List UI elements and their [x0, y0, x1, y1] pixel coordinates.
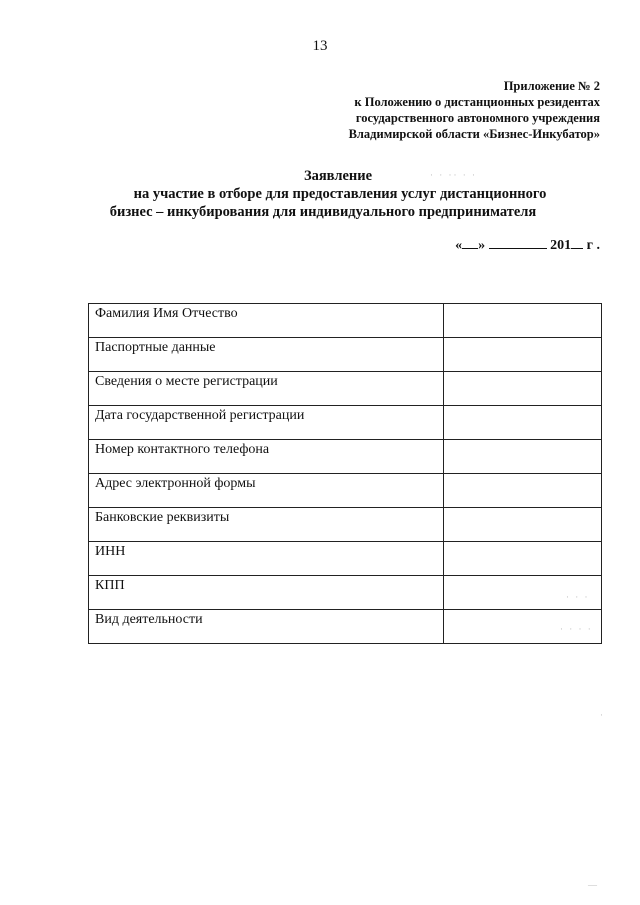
field-value-cell[interactable] — [444, 508, 602, 542]
application-form-table — [88, 303, 602, 644]
scan-specks: · · ·· · · — [430, 170, 477, 180]
table-row — [89, 372, 602, 406]
field-value-cell[interactable] — [444, 406, 602, 440]
field-value-cell[interactable] — [444, 304, 602, 338]
field-value-cell[interactable] — [444, 542, 602, 576]
table-row — [89, 406, 602, 440]
month-blank[interactable] — [489, 236, 547, 249]
field-value-cell[interactable] — [444, 372, 602, 406]
scan-specks: · · · — [566, 592, 590, 602]
scan-specks: · · · · — [560, 624, 593, 634]
date-open-quote: « — [455, 238, 463, 253]
field-value-cell[interactable] — [444, 338, 602, 372]
document-title — [0, 167, 640, 221]
field-label: Адрес электронной формы — [89, 474, 444, 508]
title-heading: Заявление — [303, 168, 373, 184]
field-value-cell[interactable] — [444, 440, 602, 474]
year-suffix: г . — [586, 238, 600, 253]
scan-specks: · — [600, 710, 605, 720]
year-prefix: 201 — [550, 238, 572, 253]
field-label: Вид деятельности — [89, 610, 444, 644]
annex-line: Владимирской области «Бизнес-Инкубатор» — [348, 127, 600, 141]
date-line — [455, 236, 600, 254]
field-label: Дата государственной регистрации — [89, 406, 444, 440]
field-label: Паспортные данные — [89, 338, 444, 372]
field-label: КПП — [89, 576, 444, 610]
table-row — [89, 440, 602, 474]
field-label: Номер контактного телефона — [89, 440, 444, 474]
annex-line: к Положению о дистанционных резидентах — [354, 95, 600, 109]
title-subheading: бизнес – инкубирования для индивидуального предпринимателя — [109, 204, 537, 220]
annex-line: государственного автономного учреждения — [355, 111, 600, 125]
year-blank[interactable] — [571, 236, 583, 249]
page-number: 13 — [312, 38, 328, 54]
table-row — [89, 542, 602, 576]
table-row — [89, 508, 602, 542]
field-label: Сведения о месте регистрации — [89, 372, 444, 406]
table-row — [89, 474, 602, 508]
field-label: Фамилия Имя Отчество — [89, 304, 444, 338]
field-label: Банковские реквизиты — [89, 508, 444, 542]
scan-specks: — — [588, 880, 599, 890]
table-row — [89, 610, 602, 644]
date-close-quote: » — [478, 238, 486, 253]
annex-title: Приложение № 2 — [503, 79, 600, 93]
title-subheading: на участие в отборе для предоставления услуг дистанционного — [133, 186, 547, 202]
table-row — [89, 304, 602, 338]
annex-header — [349, 78, 600, 142]
day-blank[interactable] — [462, 236, 478, 249]
table-row — [89, 576, 602, 610]
field-label: ИНН — [89, 542, 444, 576]
field-value-cell[interactable] — [444, 474, 602, 508]
table-row — [89, 338, 602, 372]
